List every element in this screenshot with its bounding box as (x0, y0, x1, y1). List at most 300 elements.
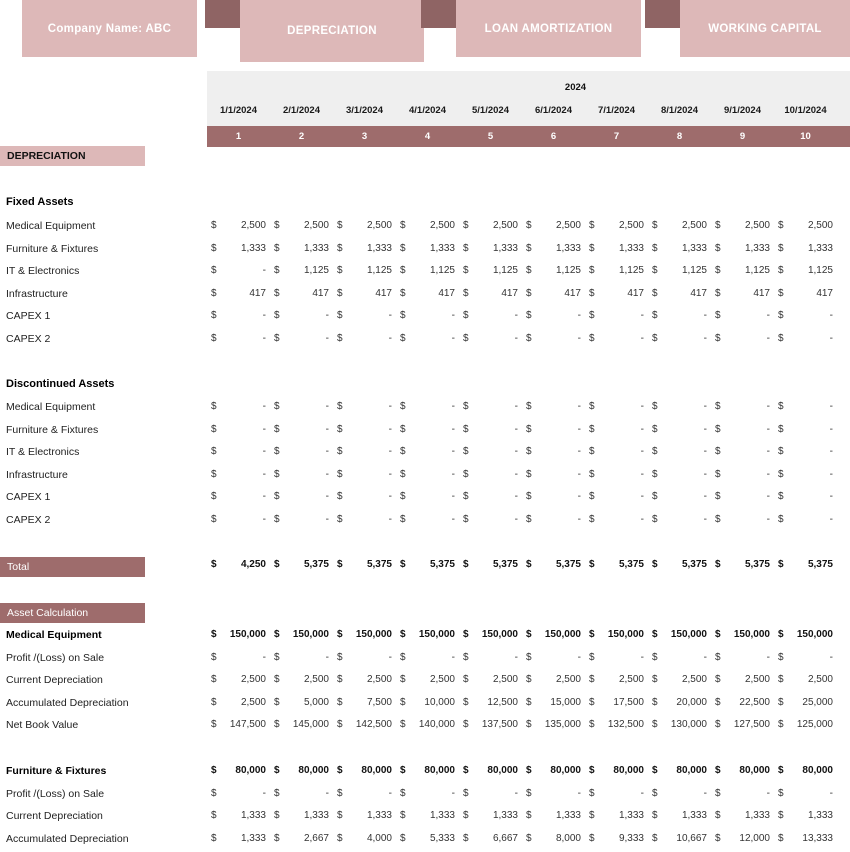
table-cell[interactable] (459, 265, 522, 281)
currency-symbol: $ (526, 787, 532, 799)
table-cell[interactable] (585, 697, 648, 713)
date-header-cell: 4/1/2024 (409, 105, 446, 116)
table-cell[interactable] (711, 310, 774, 326)
table-cell[interactable] (522, 333, 585, 349)
table-cell[interactable] (774, 810, 837, 826)
table-cell[interactable] (522, 629, 585, 645)
table-cell[interactable] (270, 788, 333, 804)
table-cell[interactable] (648, 697, 711, 713)
table-cell[interactable] (585, 424, 648, 440)
table-cell[interactable] (711, 719, 774, 735)
table-cell[interactable] (711, 514, 774, 530)
table-cell[interactable] (585, 810, 648, 826)
cell-value: - (766, 310, 770, 322)
table-cell[interactable] (774, 469, 837, 485)
table-cell[interactable] (648, 265, 711, 281)
table-row[interactable] (0, 217, 850, 239)
table-cell[interactable] (396, 220, 459, 236)
table-cell[interactable] (774, 446, 837, 462)
table-cell[interactable] (522, 446, 585, 462)
currency-symbol: $ (463, 674, 469, 686)
table-cell[interactable] (396, 833, 459, 849)
table-cell[interactable] (459, 674, 522, 690)
table-cell[interactable] (585, 514, 648, 530)
table-cell[interactable] (333, 469, 396, 485)
table-cell[interactable] (711, 469, 774, 485)
table-cell[interactable] (396, 446, 459, 462)
date-header-cell: 2/1/2024 (283, 105, 320, 116)
table-cell[interactable] (585, 401, 648, 417)
table-cell[interactable] (522, 310, 585, 326)
table-cell[interactable] (396, 559, 459, 575)
table-cell[interactable] (522, 697, 585, 713)
table-cell[interactable] (207, 469, 270, 485)
table-cell[interactable] (207, 265, 270, 281)
table-cell[interactable] (774, 220, 837, 236)
tab-company-name-abc[interactable] (22, 0, 197, 57)
table-cell[interactable] (648, 788, 711, 804)
table-cell[interactable] (648, 469, 711, 485)
table-cell[interactable] (459, 446, 522, 462)
table-cell[interactable] (459, 333, 522, 349)
cell-value: 7,500 (366, 696, 392, 708)
table-cell[interactable] (711, 446, 774, 462)
table-cell[interactable] (333, 674, 396, 690)
table-cell[interactable] (585, 310, 648, 326)
cell-value: 5,375 (366, 559, 392, 570)
table-row[interactable] (0, 488, 850, 510)
currency-symbol: $ (400, 287, 406, 299)
currency-symbol: $ (715, 287, 721, 299)
table-cell[interactable] (522, 288, 585, 304)
table-row[interactable] (0, 511, 850, 533)
table-cell[interactable] (270, 446, 333, 462)
table-cell[interactable] (459, 514, 522, 530)
table-cell[interactable] (522, 401, 585, 417)
table-cell[interactable] (585, 288, 648, 304)
table-cell[interactable] (459, 559, 522, 575)
table-cell[interactable] (648, 833, 711, 849)
currency-symbol: $ (337, 265, 343, 277)
currency-symbol: $ (337, 559, 343, 570)
table-cell[interactable] (648, 491, 711, 507)
table-cell[interactable] (774, 833, 837, 849)
cell-value: 2,500 (492, 220, 518, 231)
table-cell[interactable] (270, 629, 333, 645)
table-cell[interactable] (207, 629, 270, 645)
table-cell[interactable] (774, 697, 837, 713)
table-cell[interactable] (585, 446, 648, 462)
table-cell[interactable] (585, 265, 648, 281)
table-row[interactable] (0, 285, 850, 307)
table-cell[interactable] (207, 220, 270, 236)
table-cell[interactable] (396, 491, 459, 507)
table-cell[interactable] (459, 220, 522, 236)
table-cell[interactable] (333, 288, 396, 304)
table-cell[interactable] (270, 220, 333, 236)
table-cell[interactable] (396, 765, 459, 781)
table-cell[interactable] (459, 810, 522, 826)
currency-symbol: $ (211, 810, 217, 822)
cell-value: 417 (753, 287, 770, 299)
table-cell[interactable] (333, 810, 396, 826)
table-row[interactable] (0, 649, 850, 671)
table-cell[interactable] (270, 469, 333, 485)
table-cell[interactable] (396, 310, 459, 326)
table-cell[interactable] (585, 765, 648, 781)
period-number-cell: 5 (487, 131, 494, 142)
table-cell[interactable] (333, 833, 396, 849)
table-cell[interactable] (333, 401, 396, 417)
table-cell[interactable] (585, 652, 648, 668)
table-cell[interactable] (396, 469, 459, 485)
cell-value: - (325, 491, 329, 503)
table-row[interactable] (0, 807, 850, 829)
cell-value: 1,333 (240, 810, 266, 822)
currency-symbol: $ (652, 787, 658, 799)
cell-value: 2,500 (555, 220, 581, 231)
table-cell[interactable] (585, 788, 648, 804)
table-cell[interactable] (648, 446, 711, 462)
table-cell[interactable] (648, 424, 711, 440)
table-cell[interactable] (585, 469, 648, 485)
table-cell[interactable] (333, 629, 396, 645)
table-row[interactable] (0, 330, 850, 352)
table-cell[interactable] (648, 674, 711, 690)
tab-working-capital[interactable] (680, 0, 850, 57)
table-cell[interactable] (333, 652, 396, 668)
currency-symbol: $ (778, 674, 784, 686)
table-cell[interactable] (270, 514, 333, 530)
table-cell[interactable] (648, 220, 711, 236)
table-cell[interactable] (459, 243, 522, 259)
total-row-chip-label: Total (7, 561, 30, 573)
table-cell[interactable] (207, 559, 270, 575)
cell-value: 137,500 (481, 719, 518, 731)
table-cell[interactable] (207, 424, 270, 440)
table-cell[interactable] (207, 810, 270, 826)
table-cell[interactable] (711, 288, 774, 304)
table-cell[interactable] (270, 265, 333, 281)
table-cell[interactable] (522, 514, 585, 530)
table-cell[interactable] (711, 401, 774, 417)
table-cell[interactable] (711, 243, 774, 259)
table-cell[interactable] (774, 514, 837, 530)
table-row[interactable] (0, 262, 850, 284)
table-cell[interactable] (396, 719, 459, 735)
row-label: Accumulated Depreciation (6, 832, 129, 845)
table-cell[interactable] (774, 674, 837, 690)
currency-symbol: $ (589, 696, 595, 708)
table-cell[interactable] (774, 265, 837, 281)
table-cell[interactable] (459, 288, 522, 304)
cell-value: 80,000 (298, 765, 329, 776)
table-cell[interactable] (711, 491, 774, 507)
table-row[interactable] (0, 421, 850, 443)
table-cell[interactable] (270, 559, 333, 575)
table-cell[interactable] (459, 491, 522, 507)
table-cell[interactable] (585, 674, 648, 690)
table-cell[interactable] (648, 514, 711, 530)
cell-value: 150,000 (733, 629, 770, 640)
currency-symbol: $ (715, 423, 721, 435)
table-cell[interactable] (522, 765, 585, 781)
table-cell[interactable] (207, 446, 270, 462)
table-cell[interactable] (333, 719, 396, 735)
table-cell[interactable] (459, 833, 522, 849)
table-cell[interactable] (207, 719, 270, 735)
table-cell[interactable] (774, 765, 837, 781)
table-row[interactable] (0, 443, 850, 465)
table-cell[interactable] (648, 243, 711, 259)
cell-value: - (325, 787, 329, 799)
table-cell[interactable] (207, 288, 270, 304)
table-cell[interactable] (585, 629, 648, 645)
table-cell[interactable] (207, 788, 270, 804)
table-cell[interactable] (459, 788, 522, 804)
table-cell[interactable] (270, 288, 333, 304)
table-cell[interactable] (522, 424, 585, 440)
table-cell[interactable] (711, 833, 774, 849)
table-cell[interactable] (270, 719, 333, 735)
table-cell[interactable] (585, 719, 648, 735)
currency-symbol: $ (778, 401, 784, 412)
table-cell[interactable] (648, 765, 711, 781)
table-row[interactable] (0, 694, 850, 716)
table-cell[interactable] (711, 674, 774, 690)
table-cell[interactable] (522, 265, 585, 281)
table-cell[interactable] (333, 765, 396, 781)
table-cell[interactable] (648, 310, 711, 326)
table-cell[interactable] (711, 810, 774, 826)
cell-value: - (514, 446, 518, 458)
table-cell[interactable] (396, 514, 459, 530)
table-cell[interactable] (270, 424, 333, 440)
cell-value: 147,500 (229, 719, 266, 731)
table-row[interactable] (0, 240, 850, 262)
table-cell[interactable] (396, 697, 459, 713)
table-cell[interactable] (648, 652, 711, 668)
table-cell[interactable] (396, 424, 459, 440)
table-cell[interactable] (333, 559, 396, 575)
currency-symbol: $ (274, 559, 280, 570)
table-cell[interactable] (333, 788, 396, 804)
currency-symbol: $ (652, 765, 658, 776)
table-cell[interactable] (711, 265, 774, 281)
table-row[interactable] (0, 716, 850, 738)
table-cell[interactable] (774, 629, 837, 645)
table-cell[interactable] (522, 833, 585, 849)
table-cell[interactable] (711, 765, 774, 781)
table-row[interactable] (0, 626, 850, 648)
table-cell[interactable] (270, 243, 333, 259)
table-cell[interactable] (396, 788, 459, 804)
table-cell[interactable] (585, 833, 648, 849)
table-cell[interactable] (333, 491, 396, 507)
table-cell[interactable] (711, 652, 774, 668)
table-cell[interactable] (711, 333, 774, 349)
table-cell[interactable] (396, 674, 459, 690)
table-cell[interactable] (207, 491, 270, 507)
table-cell[interactable] (648, 719, 711, 735)
table-cell[interactable] (522, 220, 585, 236)
table-row[interactable] (0, 307, 850, 329)
table-cell[interactable] (396, 288, 459, 304)
table-cell[interactable] (459, 765, 522, 781)
table-cell[interactable] (459, 719, 522, 735)
table-cell[interactable] (207, 401, 270, 417)
table-cell[interactable] (711, 424, 774, 440)
currency-symbol: $ (526, 765, 532, 776)
table-cell[interactable] (333, 446, 396, 462)
table-row[interactable] (0, 830, 850, 852)
table-cell[interactable] (459, 310, 522, 326)
table-cell[interactable] (774, 333, 837, 349)
table-cell[interactable] (522, 719, 585, 735)
table-cell[interactable] (270, 401, 333, 417)
table-cell[interactable] (774, 719, 837, 735)
table-cell[interactable] (459, 401, 522, 417)
table-cell[interactable] (207, 514, 270, 530)
table-cell[interactable] (711, 629, 774, 645)
table-row[interactable] (0, 785, 850, 807)
table-row[interactable] (0, 556, 850, 578)
table-cell[interactable] (459, 629, 522, 645)
table-cell[interactable] (711, 697, 774, 713)
table-cell[interactable] (396, 265, 459, 281)
table-cell[interactable] (207, 765, 270, 781)
table-cell[interactable] (270, 697, 333, 713)
cell-value: - (766, 491, 770, 503)
table-cell[interactable] (396, 401, 459, 417)
table-cell[interactable] (396, 333, 459, 349)
table-cell[interactable] (333, 220, 396, 236)
table-cell[interactable] (522, 491, 585, 507)
table-cell[interactable] (711, 220, 774, 236)
table-cell[interactable] (333, 697, 396, 713)
table-cell[interactable] (396, 243, 459, 259)
table-cell[interactable] (711, 788, 774, 804)
table-cell[interactable] (333, 514, 396, 530)
table-cell[interactable] (459, 697, 522, 713)
table-cell[interactable] (585, 559, 648, 575)
table-cell[interactable] (207, 674, 270, 690)
table-cell[interactable] (522, 243, 585, 259)
currency-symbol: $ (652, 491, 658, 503)
currency-symbol: $ (274, 265, 280, 277)
table-row[interactable] (0, 398, 850, 420)
table-cell[interactable] (648, 810, 711, 826)
cell-value: 1,125 (681, 265, 707, 277)
table-cell[interactable] (774, 559, 837, 575)
table-cell[interactable] (585, 220, 648, 236)
table-cell[interactable] (522, 469, 585, 485)
cell-value: - (766, 514, 770, 525)
table-cell[interactable] (333, 424, 396, 440)
table-cell[interactable] (459, 424, 522, 440)
currency-symbol: $ (463, 787, 469, 799)
table-cell[interactable] (648, 333, 711, 349)
table-cell[interactable] (270, 674, 333, 690)
table-cell[interactable] (396, 629, 459, 645)
table-row[interactable] (0, 466, 850, 488)
table-cell[interactable] (522, 559, 585, 575)
table-cell[interactable] (207, 333, 270, 349)
table-cell[interactable] (270, 491, 333, 507)
table-cell[interactable] (396, 810, 459, 826)
table-cell[interactable] (774, 424, 837, 440)
table-cell[interactable] (270, 765, 333, 781)
table-cell[interactable] (774, 288, 837, 304)
table-cell[interactable] (585, 333, 648, 349)
table-cell[interactable] (648, 288, 711, 304)
cell-value: 25,000 (802, 696, 833, 708)
currency-symbol: $ (274, 287, 280, 299)
table-cell[interactable] (270, 810, 333, 826)
cell-value: 1,333 (618, 810, 644, 822)
table-cell[interactable] (774, 310, 837, 326)
table-row[interactable] (0, 762, 850, 784)
table-cell[interactable] (648, 559, 711, 575)
table-cell[interactable] (207, 243, 270, 259)
table-cell[interactable] (585, 243, 648, 259)
currency-symbol: $ (400, 468, 406, 480)
table-cell[interactable] (333, 310, 396, 326)
table-cell[interactable] (333, 243, 396, 259)
table-cell[interactable] (711, 559, 774, 575)
table-cell[interactable] (333, 333, 396, 349)
row-label: CAPEX 1 (6, 491, 51, 504)
table-cell[interactable] (774, 243, 837, 259)
table-cell[interactable] (396, 652, 459, 668)
tab-loan-amortization[interactable] (456, 0, 641, 57)
table-cell[interactable] (522, 788, 585, 804)
table-cell[interactable] (270, 333, 333, 349)
cell-value: - (388, 401, 392, 412)
table-cell[interactable] (459, 652, 522, 668)
table-cell[interactable] (333, 265, 396, 281)
tab-label: WORKING CAPITAL (708, 22, 822, 35)
table-row[interactable] (0, 671, 850, 693)
table-cell[interactable] (270, 310, 333, 326)
table-cell[interactable] (270, 652, 333, 668)
table-cell[interactable] (207, 310, 270, 326)
table-cell[interactable] (270, 833, 333, 849)
table-cell[interactable] (207, 652, 270, 668)
currency-symbol: $ (652, 401, 658, 412)
table-cell[interactable] (459, 469, 522, 485)
cell-value: 132,500 (607, 719, 644, 731)
table-cell[interactable] (774, 401, 837, 417)
table-cell[interactable] (774, 491, 837, 507)
table-cell[interactable] (648, 629, 711, 645)
table-cell[interactable] (522, 674, 585, 690)
cell-value: - (262, 423, 266, 435)
table-cell[interactable] (648, 401, 711, 417)
cell-value: 5,375 (303, 559, 329, 570)
table-cell[interactable] (774, 652, 837, 668)
table-cell[interactable] (522, 810, 585, 826)
table-cell[interactable] (207, 833, 270, 849)
table-cell[interactable] (585, 491, 648, 507)
tab-depreciation[interactable] (240, 0, 424, 62)
cell-value: - (703, 468, 707, 480)
cell-value: - (514, 310, 518, 322)
table-cell[interactable] (522, 652, 585, 668)
table-cell[interactable] (207, 697, 270, 713)
cell-value: 2,500 (618, 220, 644, 231)
table-cell[interactable] (774, 788, 837, 804)
